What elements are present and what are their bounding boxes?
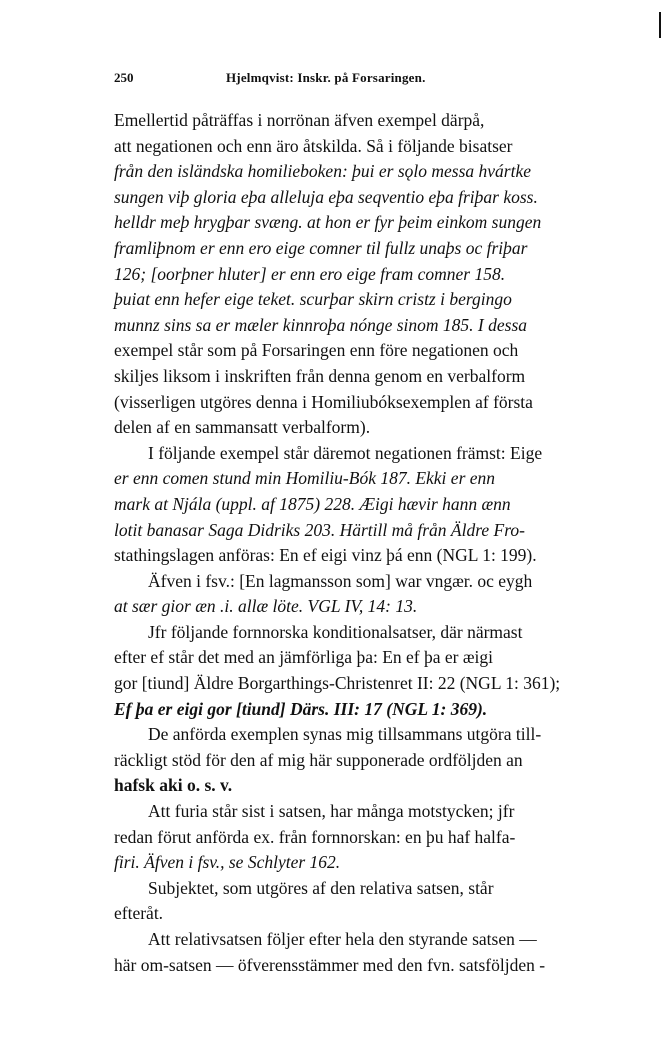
- text-line: delen af en sammansatt verbalform).: [114, 417, 371, 438]
- text-line: från den isländska homilieboken: þui er sǫlo messa hvártke: [114, 161, 532, 182]
- text-line: helldr meþ hrygþar svæng. at hon er fyr þeim einkom sungen: [114, 212, 542, 233]
- page-number: 250: [114, 70, 134, 85]
- text-line: redan förut anförda ex. från fornnorskan: en þu haf halfa-: [114, 826, 516, 847]
- text-line: stathingslagen anföras: En ef eigi vinz þá enn (NGL 1: 199).: [114, 545, 537, 566]
- text-line: Jfr följande fornnorska konditionalsatser, där närmast: [148, 621, 523, 642]
- text-line: lotit banasar Saga Didriks 203. Härtill må från Äldre Fro-: [114, 519, 525, 540]
- page: [114, 70, 624, 978]
- running-title: Hjelmqvist: Inskr. på Forsaringen.: [226, 70, 426, 85]
- text-line: Att relativsatsen följer efter hela den styrande satsen —: [148, 929, 537, 949]
- text-line: I följande exempel står däremot negationen främst: Eige: [148, 442, 543, 463]
- text-line: þuiat enn hefer eige teket. scurþar skirn cristz i bergingo: [114, 289, 512, 310]
- text-line: er enn comen stund min Homiliu-Bók 187. Ekki er enn: [114, 468, 496, 489]
- text-line: skiljes liksom i inskriften från denna genom en verbalform: [114, 365, 526, 386]
- text-line: Äfven i fsv.: [En lagmansson som] war vngær. oc eygh: [148, 570, 533, 591]
- text-line: Subjektet, som utgöres af den relativa satsen, står: [148, 877, 494, 898]
- text-line: att negationen och enn äro åtskilda. Så i följande bisatser: [114, 135, 513, 156]
- text-line: hafsk aki o. s. v.: [114, 775, 233, 796]
- text-line: sungen viþ gloria eþa alleluja eþa seqventio eþa friþar koss.: [114, 186, 538, 207]
- text-line: mark at Njála (uppl. af 1875) 228. Æigi hævir hann ænn: [114, 493, 511, 514]
- text-line: Att furia står sist i satsen, har många motstycken; jfr: [148, 801, 515, 822]
- text-line: 126; [oorþner hluter] er enn ero eige fram comner 158.: [114, 263, 506, 284]
- text-line: framliþnom er enn ero eige comner til fullz unaþs oc friþar: [114, 237, 528, 258]
- text-line: räckligt stöd för den af mig här supponerade ordföljden an: [114, 749, 523, 770]
- text-line: efter ef står det med an jämförliga þa: En ef þa er æigi: [114, 647, 494, 668]
- text-line: De anförda exemplen synas mig tillsammans utgöra till-: [148, 724, 542, 745]
- page-edge-mark: [659, 12, 661, 38]
- text-line: Ef þa er eigi gor [tiund] Därs. III: 17 (NGL 1: 369).: [114, 698, 488, 719]
- text-line: här om-satsen — öfverensstämmer med den fvn. satsföljden -: [114, 954, 546, 975]
- text-line: firi. Äfven i fsv., se Schlyter 162.: [114, 852, 341, 873]
- page-header: [114, 70, 624, 92]
- text-line: exempel står som på Forsaringen enn före negationen och: [114, 340, 519, 361]
- text-line: efteråt.: [114, 903, 164, 924]
- text-line: Emellertid påträffas i norrönan äfven exempel därpå,: [114, 110, 485, 130]
- text-line: at sær gior æn .i. allæ löte. VGL IV, 14: 13.: [114, 596, 418, 617]
- text-line: munnz sins sa er mæler kinnroþa nónge sinom 185. I dessa: [114, 314, 528, 335]
- text-line: (visserligen utgöres denna i Homiliubóksexemplen af första: [114, 391, 533, 412]
- body-text: [114, 108, 624, 978]
- text-line: gor [tiund] Äldre Borgarthings-Christenret II: 22 (NGL 1: 361);: [114, 673, 561, 694]
